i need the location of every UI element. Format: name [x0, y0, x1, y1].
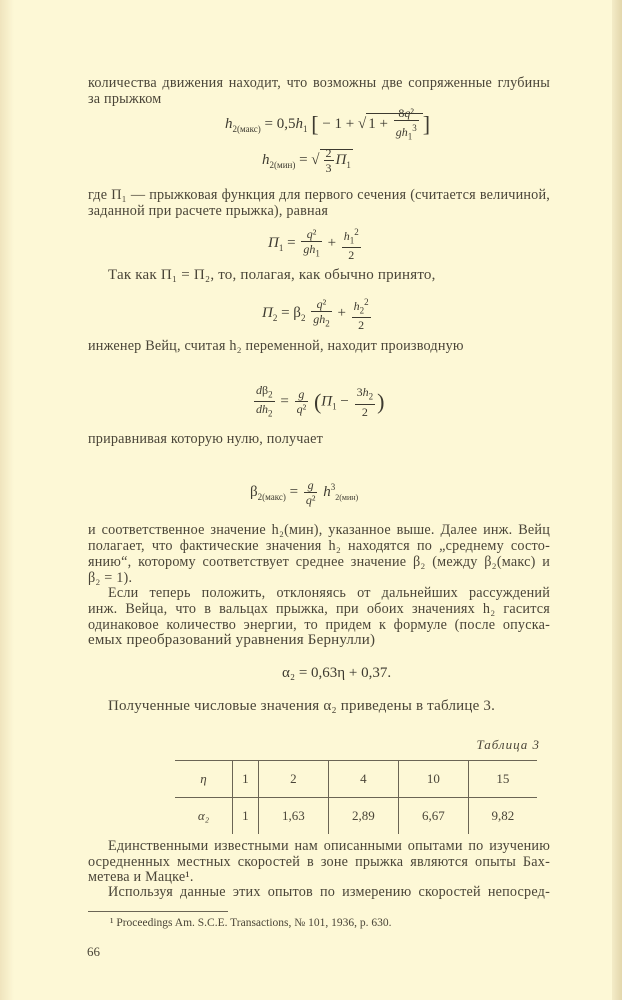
table-cell: 1: [233, 798, 259, 835]
formula-pi1: $П_1$ = $\frac{\text{q²}}{gh_1}$ + $\frac{h_1^2}{2}$: [268, 227, 359, 263]
page-edge-left: [0, 0, 14, 1000]
text-line: метева и Мацке¹.: [88, 869, 194, 885]
formula-derivative: $\frac{d\beta_2}{dh_2}$ = $\frac{g}{\text{q²}}$ ($П_1$ − $\frac{3h_2}{2}$ ): [256, 383, 385, 419]
text-line: β₂ = 1).: [88, 570, 133, 586]
table-cell: η: [175, 761, 233, 798]
text-line: Используя данные этих опытов по измерению скоростей непосред-: [108, 884, 550, 900]
table-cell: 2: [258, 761, 328, 798]
text-line: полагает, что фактические значения h₂ находятся по „среднему состо-: [88, 538, 550, 554]
table-cell: 15: [468, 761, 537, 798]
formula-pi2: $П_2 = \beta_2$ $\frac{\text{q²}}{gh_2}$ + $\frac{h_2^2}{2}$: [262, 297, 369, 333]
formula-alpha2: α₂ = 0,63η + 0,37.: [282, 665, 392, 681]
table-row: [175, 798, 537, 835]
text-line: инженер Вейц, считая h₂ переменной, находит производную: [88, 338, 464, 354]
formula-beta-max: $\beta_{2(макс)}$ = $\frac{g}{\text{q²}}$ $h^3_{2(мин)}$: [250, 478, 359, 507]
table-row: [175, 761, 537, 798]
table-cell: 4: [328, 761, 398, 798]
table-cell: 1: [233, 761, 259, 798]
text-line: Так как П₁ = П₂, то, полагая, как обычно принято,: [108, 267, 436, 283]
text-line: инж. Вейца, что в вальцах прыжка, при обоих значениях h₂ гасится: [88, 601, 550, 617]
table-cell: 10: [398, 761, 468, 798]
text-line: одинаковое количество энергии, то придем к формуле (после опуска-: [88, 617, 550, 633]
text-line: где П₁ — прыжковая функция для первого сечения (считается величиной,: [88, 187, 550, 203]
table-cell: 9,82: [468, 798, 537, 835]
text-line: количества движения находит, что возможны две сопряженные глубины: [88, 75, 550, 91]
text-line: заданной при расчете прыжка), равная: [88, 203, 329, 219]
text-line: за прыжком: [88, 91, 162, 107]
table-cell: α₂: [175, 798, 233, 835]
page-number: 66: [87, 944, 100, 959]
text-line: Если теперь положить, отклоняясь от дальнейших рассуждений: [108, 585, 550, 601]
formula-h2-max: $h_{2(макс)} = 0,5h_1$ [ − 1 + √ 1 + $\frac{\text{8q²}}{gh_1^3}$ ]: [225, 106, 431, 142]
footnote-rule: [88, 911, 228, 912]
text-line: Полученные числовые значения α₂ приведены в таблице 3.: [108, 698, 496, 714]
text-line: емых преобразований уравнения Бернулли): [88, 632, 376, 648]
table-3: [175, 760, 537, 834]
formula-h2-min: $h_{2(мин)}$ = √ $\frac{2}{3}$ $П_1$: [262, 146, 351, 175]
table-cell: 2,89: [328, 798, 398, 835]
table-cell: 6,67: [398, 798, 468, 835]
text-line: осредненных местных скоростей в зоне прыжка являются опыты Бах-: [88, 854, 550, 870]
table-cell: 1,63: [258, 798, 328, 835]
text-line: Единственными известными нам описанными опытами по изучению: [108, 838, 550, 854]
table-caption: Таблица 3: [476, 737, 540, 752]
text-line: приравнивая которую нулю, получает: [88, 431, 324, 447]
footnote: ¹ Proceedings Am. S.C.E. Transactions, № 101, 1936, p. 630.: [110, 917, 392, 929]
text-line: янию“, которому соответствует среднее значение β₂ (между β₂(макс) и: [88, 554, 550, 570]
text-line: и соответственное значение h₂(мин), указанное выше. Далее инж. Вейц: [88, 522, 550, 538]
page-edge-right: [612, 0, 622, 1000]
